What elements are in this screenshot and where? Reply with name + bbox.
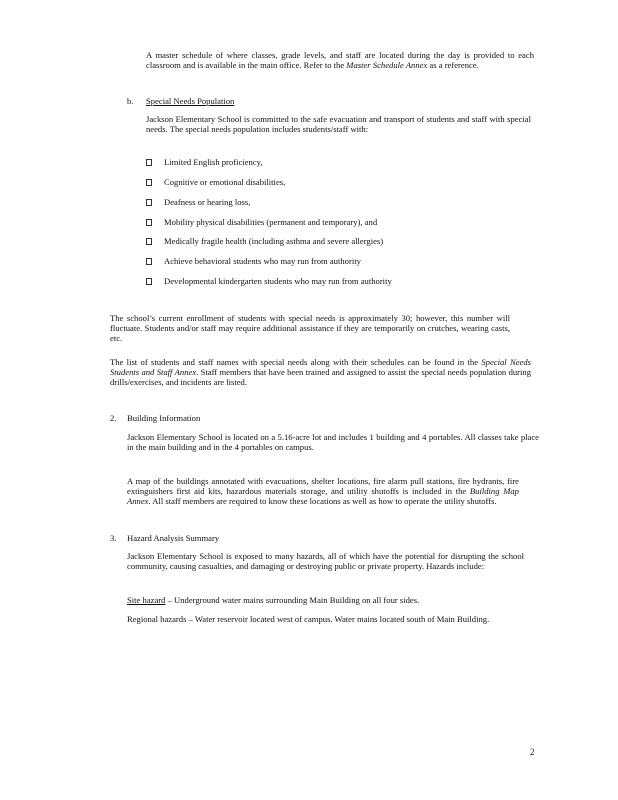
bullet-icon: [146, 159, 152, 166]
section-number-2: 2.: [110, 413, 117, 423]
bullet-icon: [146, 278, 152, 285]
building-paragraph-2: A map of the buildings annotated with evacuations, shelter locations, fire alarm pull stations, fire hydrants, fire extinguishers first aid kits, hazardous materials storage, and utility shutoffs is included in the Building Map Annex. All staff members are required to know these locations as well as how to operate the utility shutoffs.: [127, 476, 519, 506]
section-number-3: 3.: [110, 533, 117, 543]
document-page: A master schedule of where classes, grade levels, and staff are located during the day is provided to each classroom and is available in the main office. Refer to the Master Schedule Annex as a reference. b. Special Needs Population Jackson Elementary School is committed to the safe evacuation and transport of students and staff with special needs. The special needs population includes students/staff with: Limited English proficiency, Cognitive or emotional disabilities, Deafness or hearing loss, Mobility physical disabilities (permanent and temporary), and Medically fragile health (including asthma and severe allergies) Achieve behavioral students who may run from authority Developmental kindergarten students who may run from authority The school’s current enrollment of students with special needs is approximately 30; however, this number will fluctuate. Students and/or staff may require additional assistance if they are temporarily on crutches, wearing casts, etc. The list of students and staff names with special needs along with their schedules can be found in the Special Needs Students and Staff Annex. Staff members that have been trained and assigned to assist the special needs population during drills/exercises, and incidents are listed. 2. Building Information Jackson Elementary School is located on a 5.16-acre lot and includes 1 building and 4 portables. All classes take place in the main building and in the 4 portables on campus. A map of the buildings annotated with evacuations, shelter locations, fire alarm pull stations, fire hydrants, fire extinguishers first aid kits, hazardous materials storage, and utility shutoffs is included in the Building Map Annex. All staff members are required to know these locations as well as how to operate the utility shutoffs. 3. Hazard Analysis Summary Jackson Elementary School is exposed to many hazards, all of which have the potential for disrupting the school community, causing casualties, and damaging or destroying public or private property. Hazards include: Site hazard – Underground water mains surrounding Main Building on all four sides. Regional hazards – Water reservoir located west of campus. Water mains located south of Main Building. 2: [110, 50, 539, 757]
bullet-icon: [146, 238, 152, 245]
hazard-heading: Hazard Analysis Summary: [127, 533, 220, 543]
building-info-heading: Building Information: [127, 413, 201, 423]
regional-hazard-paragraph: Regional hazards – Water reservoir located west of campus. Water mains located south of Main Building.: [127, 614, 490, 624]
bullet-icon: [146, 199, 152, 206]
enrollment-paragraph: The school’s current enrollment of students with special needs is approximately 30; however, this number will fluctuate. Students and/or staff may require additional assistance if they are temporarily on crutches, wearing casts, etc.: [110, 313, 510, 343]
building-paragraph-1: Jackson Elementary School is located on a 5.16-acre lot and includes 1 building and 4 portables. All classes take place in the main building and in the 4 portables on campus.: [127, 432, 539, 452]
site-hazard-label: Site hazard: [127, 595, 166, 605]
building-map-annex-ref: Building Map Annex: [127, 486, 519, 506]
master-schedule-paragraph: A master schedule of where classes, grade levels, and staff are located during the day is provided to each classroom and is available in the main office. Refer to the Master Schedule Annex as a reference.: [146, 50, 534, 70]
site-hazard-line: Site hazard – Underground water mains surrounding Main Building on all four sides.: [127, 595, 420, 605]
bullet-icon: [146, 258, 152, 265]
bullet-icon: [146, 179, 152, 186]
hazard-paragraph: Jackson Elementary School is exposed to many hazards, all of which have the potential for disrupting the school community, causing casualties, and damaging or destroying public or private property. Hazards include:: [127, 551, 524, 571]
bullet-icon: [146, 219, 152, 226]
special-needs-paragraph: Jackson Elementary School is committed to the safe evacuation and transport of students and staff with special needs. The special needs population includes students/staff with:: [146, 114, 531, 134]
special-needs-annex-ref: Special Needs Students and Staff Annex: [110, 357, 531, 377]
page-number: 2: [530, 747, 535, 757]
student-list-paragraph: The list of students and staff names with special needs along with their schedules can be found in the Special Needs Students and Staff Annex. Staff members that have been trained and assigned to assist the special needs population during drills/exercises, and incidents are listed.: [110, 357, 532, 387]
section-marker-b: b.: [127, 96, 134, 106]
master-schedule-annex-ref: Master Schedule Annex: [346, 60, 428, 70]
special-needs-heading: Special Needs Population: [146, 96, 235, 106]
